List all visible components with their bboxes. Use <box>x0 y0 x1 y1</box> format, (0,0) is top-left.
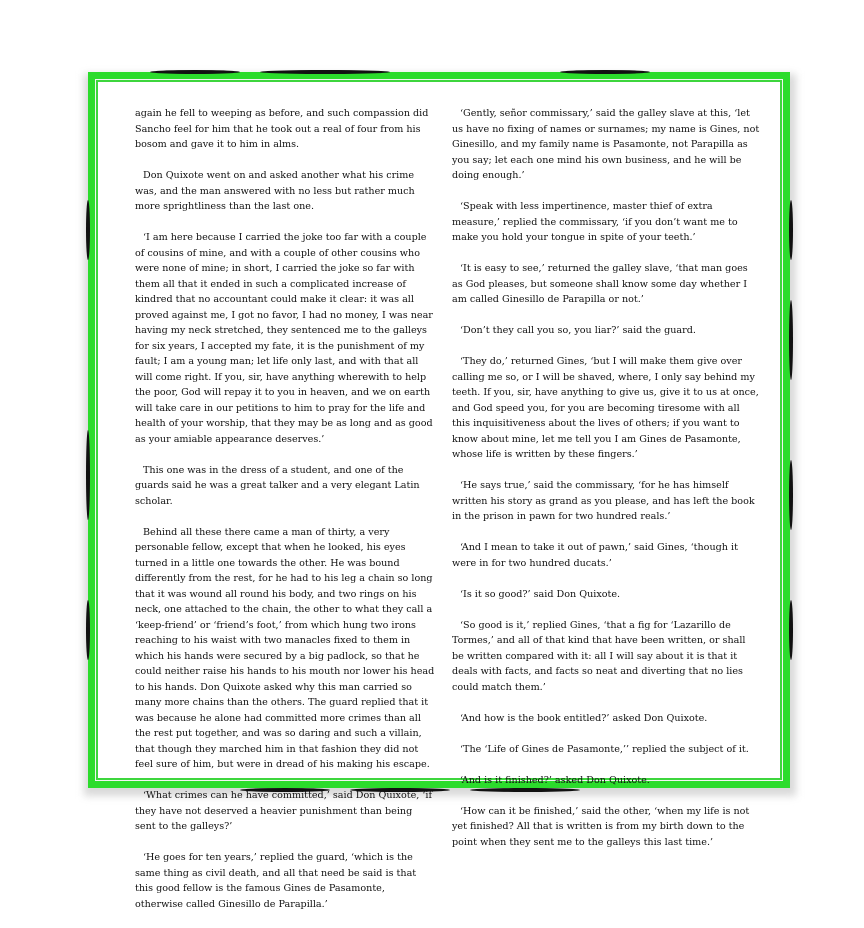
paragraph: ‘And I mean to take it out of pawn,’ said Gines, ‘though it were in for two hundred ducats.’ <box>452 542 738 569</box>
paragraph: ‘Gently, señor commissary,’ said the galley slave at this, ‘let us have no fixing of names or surnames; my name is Gines, not Ginesillo, and my family name is Pasamonte, not Parapilla as you say; let each one mind his own business, and he will be doing enough.’ <box>452 108 760 181</box>
right-text-column <box>452 106 760 866</box>
frame-ornament <box>86 600 90 660</box>
paragraph: ‘Don’t they call you so, you liar?’ said the guard. <box>460 325 696 336</box>
frame-ornament <box>789 200 793 260</box>
paragraph: ‘They do,’ returned Gines, ‘but I will make them give over calling me so, or I will be shaved, where, I only say behind my teeth. If you, sir, have anything to give us, give it to us at once, and God speed you, for you are becoming tiresome with all this inquisitiveness about the lives of others; if you want to know about mine, let me tell you I am Gines de Pasamonte, whose life is written by these fingers.’ <box>452 356 759 460</box>
paragraph: ‘So good is it,’ replied Gines, ‘that a fig for ‘Lazarillo de Tormes,’ and all of that kind that have been written, or shall be written compared with it: all I will say about it is that it deals with facts, and facts so neat and diverting that no lies could match them.’ <box>452 619 746 693</box>
paragraph: ‘He goes for ten years,’ replied the guard, ‘which is the same thing as civil death, and all that need be said is that this good fellow is the famous Gines de Pasamonte, otherwise called Ginesillo de Parapilla.’ <box>135 852 417 910</box>
paragraph: ‘It is easy to see,’ returned the galley slave, ‘that man goes as God pleases, but someone shall know some day whether I am called Ginesillo de Parapilla or not.’ <box>452 263 748 305</box>
frame-ornament <box>789 300 793 380</box>
paragraph: ‘Is it so good?’ said Don Quixote. <box>460 588 621 600</box>
paragraph: ‘And how is the book entitled?’ asked Don Quixote. <box>460 712 708 724</box>
paragraph: This one was in the dress of a student, and one of the guards said he was a great talker and a very elegant Latin scholar. <box>135 464 420 507</box>
paragraph: again he fell to weeping as before, and such compassion did Sancho feel for him that he took out a real of four from his bosom and gave it to him in alms. <box>135 108 429 150</box>
frame-ornament <box>86 200 90 260</box>
paragraph: Behind all these there came a man of thirty, a very personable fellow, except that when he looked, his eyes turned in a little one towards the other. He was bound differently from the rest, for he had to his leg a chain so long that it was wound all round his body, and two rings on his neck, one attached to the chain, the other to what they call a ‘keep-friend’ or ‘friend’s foot,’ from which hung two irons reaching to his waist with two manacles fixed to them in which his hands were secured by a big padlock, so that he could neither raise his hands to his mouth nor lower his head to his hands. Don Quixote asked why this man carried so many more chains than the others. The guard replied that it was because he alone had committed more crimes than all the rest put together, and was so daring and such a villain, that though they marched him in that fashion they did not feel sure of him, but were in dread of his making his escape. <box>135 526 435 770</box>
paragraph: ‘And is it finished?’ asked Don Quixote. <box>460 774 650 786</box>
paragraph: ‘The ‘Life of Gines de Pasamonte,’’ replied the subject of it. <box>460 743 749 755</box>
frame-ornament <box>260 70 390 74</box>
frame-ornament <box>789 460 793 530</box>
paragraph: Don Quixote went on and asked another what his crime was, and the man answered with no less but rather much more sprightliness than the last one. <box>135 170 415 212</box>
paragraph: ‘What crimes can he have committed,’ said Don Quixote, ‘if they have not deserved a heavier punishment than being sent to the galleys?’ <box>135 790 433 832</box>
frame-ornament <box>560 70 650 74</box>
paragraph: ‘I am here because I carried the joke too far with a couple of cousins of mine, and with a couple of other cousins who were none of mine; in short, I carried the joke so far with them all that it ended in such a complicated increase of kindred that no accountant could make it clear: it was all proved against me, I got no favor, I had no money, I was near having my neck stretched, they sentenced me to the galleys for six years, I accepted my fate, it is the punishment of my fault; I am a young man; let life only last, and with that all will come right. If you, sir, have anything wherewith to help the poor, God will repay it to you in heaven, and we on earth will take care in our petitions to him to pray for the life and health of your worship, that they may be as long and as good as your amiable appearance deserves.’ <box>135 232 433 445</box>
paragraph: ‘He says true,’ said the commissary, ‘for he has himself written his story as grand as you please, and has left the book in the prison in pawn for two hundred reals.’ <box>452 480 755 522</box>
paragraph: ‘Speak with less impertinence, master thief of extra measure,’ replied the commissary, ‘if you don’t want me to make you hold your tongue in spite of your teeth.’ <box>452 201 738 243</box>
frame-ornament <box>86 430 90 520</box>
frame-ornament <box>789 600 793 660</box>
paragraph: ‘How can it be finished,’ said the other, ‘when my life is not yet finished? All that is written is from my birth down to the point when they sent me to the galleys this last time.’ <box>452 805 750 848</box>
frame-ornament <box>150 70 240 74</box>
left-text-column <box>135 106 435 928</box>
